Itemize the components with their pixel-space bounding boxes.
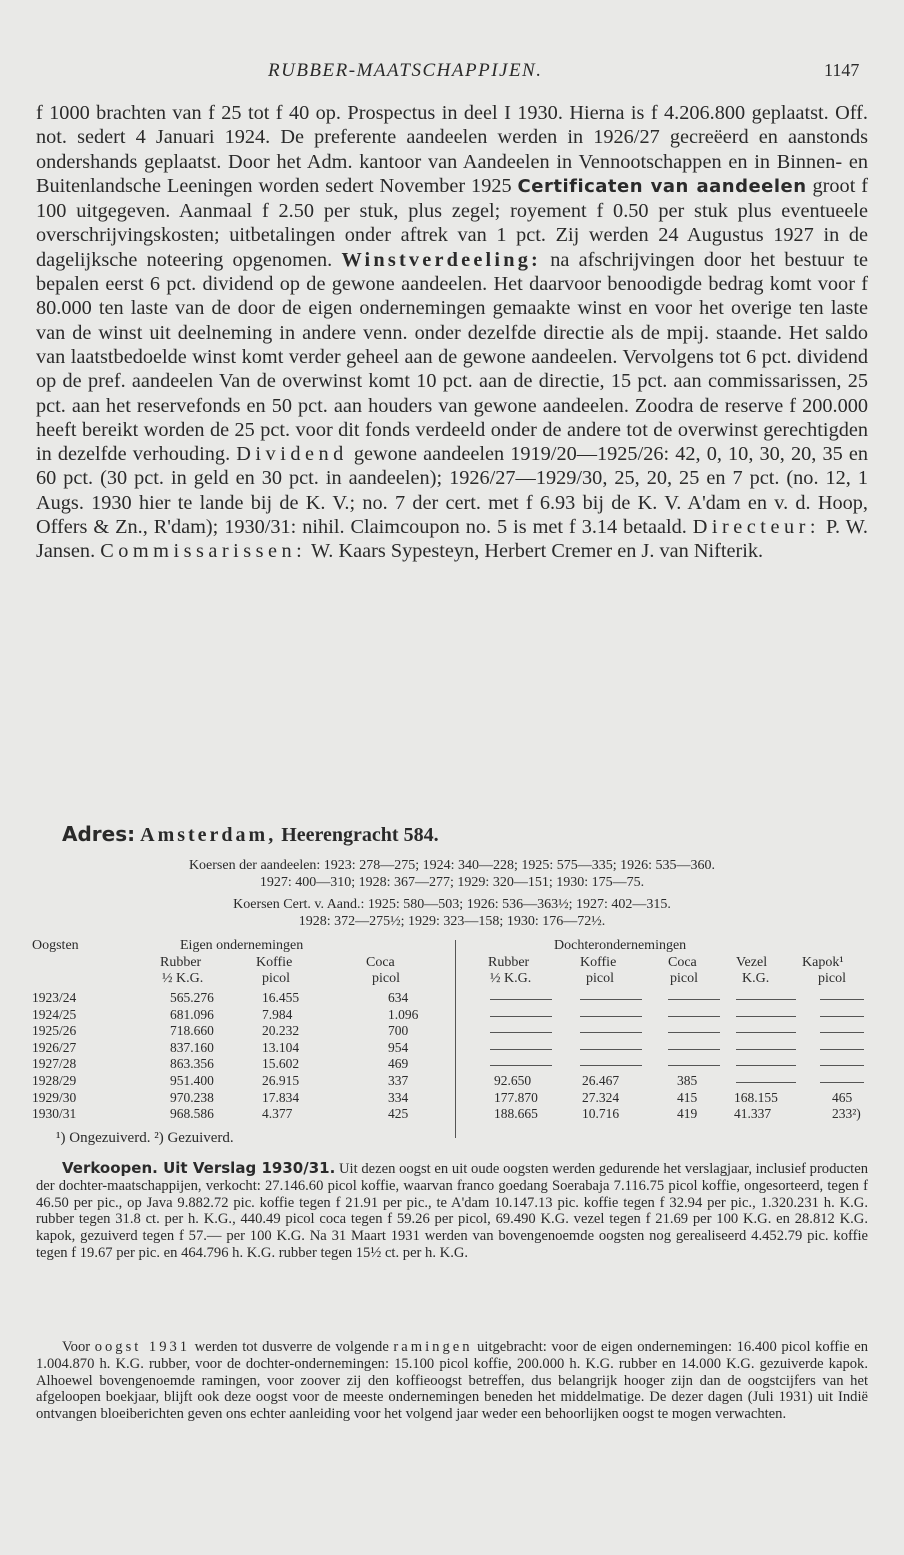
empty-cell-dash	[736, 1049, 796, 1050]
empty-cell-dash	[736, 1082, 796, 1083]
ramingen-label: ramingen	[393, 1339, 473, 1355]
table-cell-oogst: 1924/25	[32, 1006, 77, 1022]
empty-cell-dash	[820, 1065, 864, 1066]
address-city: Amsterdam,	[140, 824, 277, 846]
table-cell-oogst: 1928/29	[32, 1073, 77, 1088]
address-line	[62, 822, 439, 847]
page-header	[0, 56, 904, 86]
table-cell-rubber: 565.276	[170, 990, 214, 1005]
table-cell-rubber: 837.160	[170, 1039, 214, 1055]
table-cell-d-coca: 385	[677, 1073, 698, 1088]
paragraph-certificaten: f 1000 brachten van f 25 tot f 40 op. Prospectus in deel I 1930. Hierna is f 4.206.800 geplaatst. Off. not. sedert 4 Januari 1924. De preferente aandeelen werden in 1926/27 gecreëerd en aanstonds ondershands geplaatst. Door het Adm. kantoor van Aandeelen in Vennootschappen en in Binnen- en Buitenlandsche Leeningen worden sedert November 1925 Certificaten van aandeelen groot f 100 uitgegeven. Aanmaal f 2.50 per stuk, plus zegel; royement f 0.50 per stuk plus eventueele overschrijvingskosten; uitbetalingen onder aftrek van 1 pct. Zij werden 24 Augustus 1927 in de dagelijksche noteering opgenomen. Winstverdeeling: na afschrijvingen door het bestuur te bepalen eerst 6 pct. dividend op de gewone aandeelen. Het daarvoor benoodigde bedrag komt voor f 80.000 ten laste van de door de eigen ondernemingen gemaakte winst en voor het overige ten laste van de winst uit deelneming in andere venn. onder dezelfde directie als de mpij. staande. Het saldo van laatstbedoelde winst komt verder geheel aan de gewone aandeelen. Vervolgens tot 6 pct. dividend op de pref. aandeelen Van de overwinst komt 10 pct. aan de directie, 15 pct. aan commissarissen, 25 pct. aan het reservefonds en 50 pct. aan houders van gewone aandeelen. Zoodra de reserve f 200.000 heeft bereikt worden de 25 pct. voor dit fonds verdeeld onder de andere tot de overwinst gerechtigden in dezelfde verhouding. Dividend gewone aandeelen 1919/20—1925/26: 42, 0, 10, 30, 20, 35 en 60 pct. (30 pct. in geld en 30 pct. in aandeelen); 1926/27—1929/30, 25, 20, 25 en 7 pct. (no. 12, 1 Augs. 1930 hier te lande bij de K. V.; no. 7 der cert. met f 6.93 bij de K. V. A'dam en v. d. Hoop, Offers & Zn., R'dam); 1930/31: nihil. Claimcoupon no. 5 is met f 3.14 betaald. Directeur: P. W. Jansen. Commissarissen: W. Kaars Sypesteyn, Herbert Cremer en J. van Nifterik.	[36, 102, 868, 563]
empty-cell-dash	[668, 1016, 720, 1017]
table-cell-koffie: 17.834	[262, 1089, 300, 1105]
table-cell-koffie: 20.232	[262, 1023, 300, 1039]
page-number: 1147	[824, 60, 860, 80]
empty-cell-dash	[668, 1065, 720, 1066]
koersen-aandeelen	[36, 857, 868, 891]
empty-cell-dash	[490, 1032, 552, 1033]
table-cell-d-koffie: 27.324	[582, 1089, 620, 1105]
empty-cell-dash	[820, 1016, 864, 1017]
empty-cell-dash	[490, 1016, 552, 1017]
empty-cell-dash	[820, 1082, 864, 1083]
koersen-certificaten	[36, 896, 868, 930]
table-cell-oogst: 1930/31	[32, 1106, 77, 1122]
voor-oogst-section: Voor oogst 1931 werden tot dusverre de volgende ramingen uitgebracht: voor de eigen ondernemingen: 16.400 picol koffie en 1.004.870 h. K.G. rubber, voor de dochter-ondernemingen: 15.100 picol koffie, 200.000 h. K.G. rubber en 14.000 K.G. gezuiverde kapok. Alhoewel bovengenoemde ramingen, voor zoover zij den koffieoogst betreffen, dus belangrijk hooger zijn dan de oogstcijfers van het afgeloopen boekjaar, blijft ook deze oogst voor de meeste ondernemingen beneden het middelmatige. De dezer dagen (Juli 1931) uit Indië ontvangen bloeiberichten geven ons echter aanleiding voor het volgend jaar weder een behoorlijken oogst te mogen verwachten.	[36, 1339, 868, 1423]
empty-cell-dash	[820, 999, 864, 1000]
table-cell-oogst: 1929/30	[32, 1089, 77, 1105]
table-cell-coca: 469	[388, 1056, 409, 1072]
col-eigen-koffie: Koffie	[256, 955, 293, 970]
table-cell-rubber: 863.356	[170, 1056, 214, 1072]
table-cell-d-kapok: 233²)	[832, 1106, 861, 1122]
address-label: Adres:	[62, 822, 136, 846]
table-cell-oogst: 1927/28	[32, 1056, 77, 1072]
unit-d-rubber: ½ K.G.	[490, 971, 532, 986]
table-cell-koffie: 4.377	[262, 1106, 293, 1122]
table-cell-koffie: 26.915	[262, 1073, 300, 1088]
table-cell-rubber: 951.400	[170, 1073, 214, 1088]
table-cell-coca: 954	[388, 1039, 409, 1055]
table-cell-coca: 700	[388, 1023, 409, 1039]
col-eigen-coca: Coca	[366, 955, 395, 970]
col-oogsten: Oogsten	[32, 938, 79, 953]
verkoopen-text: Uit dezen oogst en uit oude oogsten werden gedurende het verslagjaar, inclusief producten der dochter-maatschappijen, verkocht: 27.146.60 picol koffie, waarvan franco goedang Soerabaja 7.116.75 picol koffie, ongesorteerd, tegen f 46.50 per pic., op Java 9.882.72 pic. koffie tegen f 21.91 per pic., te A'dam 10.147.13 pic. koffie tegen f 32.94 per pic., 1.320.231 h. K.G. rubber tegen 31.8 ct. per h. K.G., 440.49 picol coca tegen f 59.26 per picol, 69.490 K.G. vezel tegen f 21.69 per 100 K.G. en 28.812 K.G. kapok, gezuiverd tegen f 57.— per 100 K.G. Na 31 Maart 1931 werden van bovengenoemde oogsten nog gerealiseerd 4.452.79 pic. koffie tegen f 19.67 per pic. en 464.796 h. K.G. rubber tegen 15½ ct. per h. K.G.	[36, 1161, 868, 1261]
table-cell-oogst: 1926/27	[32, 1039, 77, 1055]
koersen-line: 1928: 372—275½; 1929: 323—158; 1930: 176—72½.	[298, 914, 606, 929]
winstverdeeling-text: na afschrijvingen door het bestuur te bepalen eerst 6 pct. dividend op de gewone aandeelen. Het daarvoor benoodigde bedrag komt voor f 80.000 ten laste van de door de eigen ondernemingen gemaakte winst en voor het overige ten laste van de winst uit deelneming in andere venn. onder dezelfde directie als de mpij. staande. Het saldo van laatstbedoelde winst komt verder geheel aan de gewone aandeelen. Vervolgens tot 6 pct. dividend op de pref. aandeelen Van de overwinst komt 10 pct. aan de directie, 15 pct. aan commissarissen, 25 pct. aan het reservefonds en 50 pct. aan houders van gewone aandeelen. Zoodra de reserve f 200.000 heeft bereikt worden de 25 pct. voor dit fonds verdeeld onder de andere tot de overwinst gerechtigden in dezelfde verhouding.	[36, 248, 868, 466]
table-cell-d-koffie: 10.716	[582, 1106, 620, 1122]
table-cell-oogst: 1925/26	[32, 1023, 77, 1039]
empty-cell-dash	[820, 1049, 864, 1050]
col-eigen-rubber: Rubber	[160, 955, 202, 970]
group-dochter: Dochterondernemingen	[554, 938, 687, 953]
production-table	[32, 938, 872, 1158]
group-eigen: Eigen ondernemingen	[180, 938, 304, 953]
table-cell-koffie: 7.984	[262, 1006, 293, 1022]
unit-eigen-koffie: picol	[262, 971, 290, 986]
empty-cell-dash	[736, 1016, 796, 1017]
table-cell-coca: 334	[388, 1089, 409, 1105]
empty-cell-dash	[736, 1065, 796, 1066]
verkoopen-section	[36, 1160, 868, 1262]
directeur-label: Directeur:	[692, 516, 820, 539]
empty-cell-dash	[580, 1065, 642, 1066]
empty-cell-dash	[580, 1016, 642, 1017]
empty-cell-dash	[490, 999, 552, 1000]
table-cell-oogst: 1923/24	[32, 990, 77, 1005]
table-cell-d-rubber: 92.650	[494, 1073, 532, 1088]
col-d-koffie: Koffie	[580, 955, 617, 970]
oogst-label: oogst 1931	[94, 1339, 191, 1355]
table-cell-koffie: 13.104	[262, 1039, 300, 1055]
empty-cell-dash	[668, 1032, 720, 1033]
verkoopen-heading: Verkoopen. Uit Verslag 1930/31.	[62, 1159, 336, 1177]
empty-cell-dash	[668, 999, 720, 1000]
commissarissen-value: W. Kaars Sypesteyn, Herbert Cremer en J. van Nifterik.	[311, 540, 764, 563]
table-cell-koffie: 15.602	[262, 1056, 300, 1072]
empty-cell-dash	[736, 1032, 796, 1033]
koersen-line: Koersen der aandeelen: 1923: 278—275; 1924: 340—228; 1925: 575—335; 1926: 535—360.	[188, 858, 716, 873]
certificaten-heading: Certificaten van aandeelen	[517, 175, 807, 197]
empty-cell-dash	[736, 999, 796, 1000]
empty-cell-dash	[580, 1032, 642, 1033]
address-street: Heerengracht 584.	[281, 824, 439, 846]
body-text	[36, 101, 868, 564]
table-divider	[455, 940, 456, 1138]
table-cell-coca: 337	[388, 1073, 409, 1088]
unit-d-vezel: K.G.	[742, 971, 770, 986]
empty-cell-dash	[580, 999, 642, 1000]
table-cell-rubber: 970.238	[170, 1089, 214, 1105]
table-cell-d-vezel: 41.337	[734, 1106, 772, 1122]
table-cell-d-rubber: 177.870	[494, 1089, 538, 1105]
empty-cell-dash	[580, 1049, 642, 1050]
empty-cell-dash	[820, 1032, 864, 1033]
koersen-line: Koersen Cert. v. Aand.: 1925: 580—503; 1926: 536—363½; 1927: 402—315.	[233, 897, 671, 912]
table-cell-d-coca: 415	[677, 1089, 698, 1105]
unit-d-coca: picol	[670, 971, 698, 986]
col-d-rubber: Rubber	[488, 955, 530, 970]
table-cell-d-koffie: 26.467	[582, 1073, 620, 1088]
col-d-kapok: Kapok¹	[802, 955, 844, 970]
col-d-coca: Coca	[668, 955, 697, 970]
table-cell-d-vezel: 168.155	[734, 1089, 778, 1105]
col-d-vezel: Vezel	[736, 955, 768, 970]
table-cell-rubber: 718.660	[170, 1023, 214, 1039]
unit-eigen-coca: picol	[372, 971, 400, 986]
winstverdeeling-label: Winstverdeeling:	[341, 248, 541, 271]
table-cell-koffie: 16.455	[262, 990, 300, 1005]
unit-eigen-rubber: ½ K.G.	[162, 971, 204, 986]
empty-cell-dash	[490, 1049, 552, 1050]
dividend-text: gewone aandeelen 1919/20—1925/26: 42, 0, 10, 30, 20, 35 en 60 pct. (30 pct. in geld en 30 pct. in aandeelen); 1926/27—1929/30, 25, 20, 25 en 7 pct. (no. 12, 1 Augs. 1930 hier te lande bij de K. V.; no. 7 der cert. met f 6.93 bij de K. V. A'dam en v. d. Hoop, Offers & Zn., R'dam); 1930/31: nihil. Claimcoupon no. 5 is met f 3.14 betaald.	[36, 443, 868, 539]
table-cell-rubber: 681.096	[170, 1006, 214, 1022]
commissarissen-label: Commissarissen:	[100, 540, 307, 563]
table-cell-coca: 634	[388, 990, 409, 1005]
table-cell-d-coca: 419	[677, 1106, 698, 1122]
table-cell-d-kapok: 465	[832, 1089, 853, 1105]
unit-d-kapok: picol	[818, 971, 846, 986]
empty-cell-dash	[668, 1049, 720, 1050]
table-cell-coca: 1.096	[388, 1006, 419, 1022]
empty-cell-dash	[490, 1065, 552, 1066]
table-footnote: ¹) Ongezuiverd. ²) Gezuiverd.	[56, 1130, 234, 1146]
table-cell-rubber: 968.586	[170, 1106, 214, 1122]
running-title: RUBBER-MAATSCHAPPIJEN.	[268, 60, 543, 81]
koersen-line: 1927: 400—310; 1928: 367—277; 1929: 320—151; 1930: 175—75.	[259, 875, 645, 890]
table-cell-d-rubber: 188.665	[494, 1106, 538, 1122]
table-cell-coca: 425	[388, 1106, 409, 1122]
unit-d-koffie: picol	[586, 971, 614, 986]
dividend-label: Dividend	[236, 443, 348, 466]
directeur-value: P. W. Jansen.	[36, 516, 868, 563]
